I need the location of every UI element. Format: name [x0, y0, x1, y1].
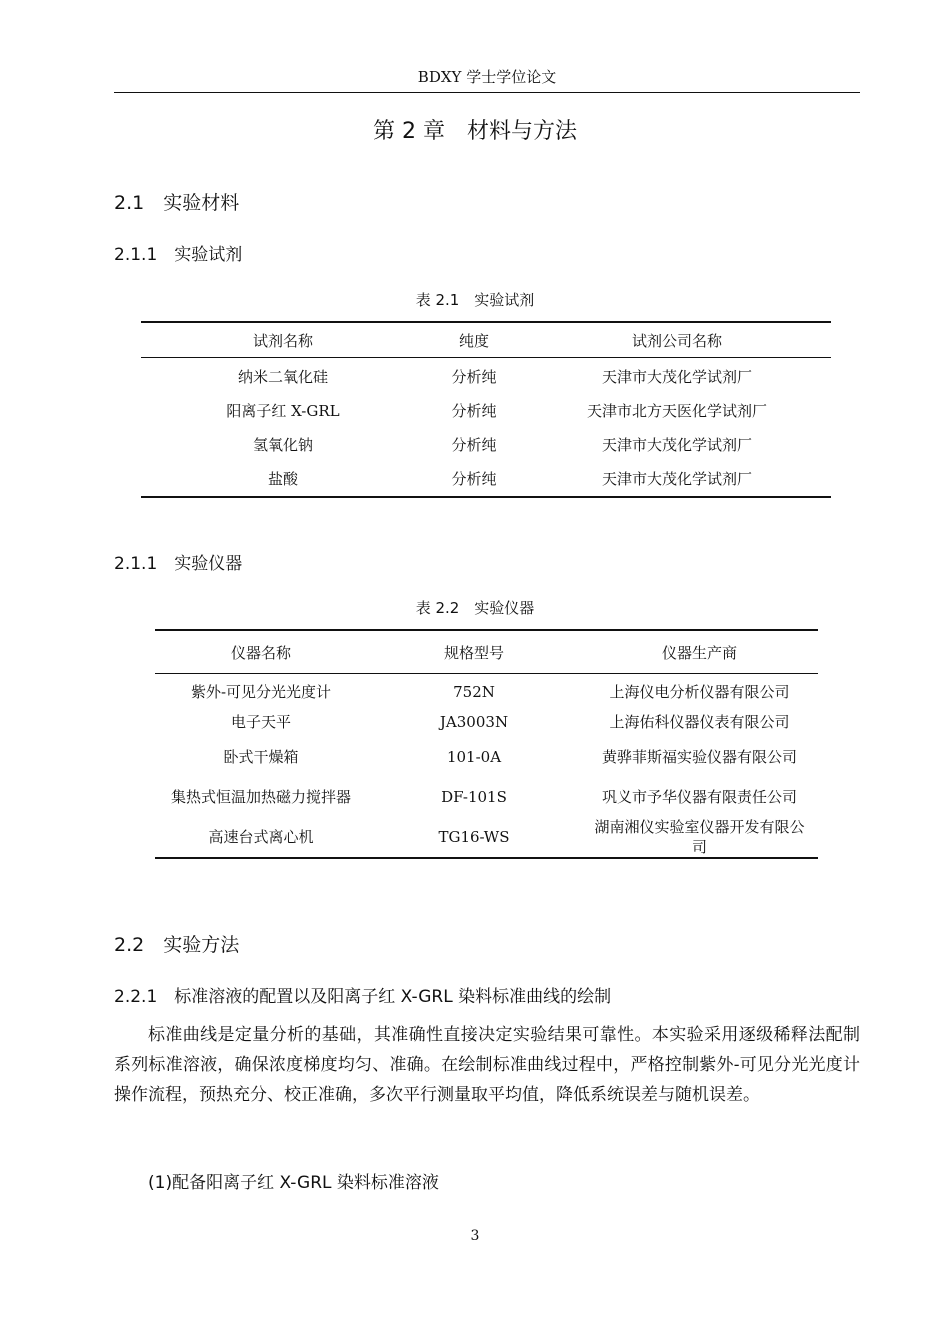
table-cell: 101-0A: [446, 748, 502, 766]
column-header: 仪器生产商: [661, 643, 737, 662]
column-header: 试剂名称: [252, 331, 313, 350]
table-cell: 高速台式离心机: [208, 828, 314, 846]
table-row: [155, 737, 818, 777]
table-cell: 集热式恒温加热磁力搅拌器: [170, 788, 351, 806]
table-row: [155, 707, 818, 737]
table-cell: JA3003N: [439, 713, 509, 731]
step-heading: (1)配备阳离子红 X-GRL 染料标准溶液: [148, 1173, 439, 1193]
column-header: 规格型号: [443, 643, 504, 662]
table-1-caption: 表 2.1 实验试剂: [415, 291, 535, 309]
table-cell: 纳米二氧化硅: [237, 368, 328, 386]
table-cell: 分析纯: [451, 368, 497, 386]
table-cell: 上海佑科仪器仪表有限公司: [609, 713, 790, 731]
table-cell: 天津市大茂化学试剂厂: [601, 436, 752, 454]
table-cell: DF-101S: [441, 788, 507, 806]
section-heading-2-2: 2.2 实验方法: [114, 934, 240, 956]
table-cell: 盐酸: [267, 470, 298, 488]
table-row: [155, 817, 818, 858]
table-row: [141, 394, 831, 428]
table-cell: 天津市大茂化学试剂厂: [601, 368, 752, 386]
column-header: 仪器名称: [230, 643, 291, 662]
table-cell: 巩义市予华仪器有限责任公司: [601, 788, 797, 806]
table-cell: TG16-WS: [438, 828, 510, 846]
subsection-heading-instruments: 2.1.1 实验仪器: [114, 554, 243, 574]
column-header: 试剂公司名称: [631, 331, 722, 350]
header-rule: [114, 92, 860, 93]
table-row: [155, 674, 818, 708]
subsection-heading-2-2-1: 2.2.1 标准溶液的配置以及阳离子红 X-GRL 染料标准曲线的绘制: [114, 987, 612, 1007]
running-header: BDXY 学士学位论文: [417, 68, 557, 86]
table-cell: 天津市北方天医化学试剂厂: [586, 402, 767, 420]
chapter-title: 第 2 章 材料与方法: [373, 119, 577, 144]
table-row: [141, 358, 831, 395]
subsection-heading-reagents: 2.1.1 实验试剂: [114, 245, 243, 265]
table-cell: 分析纯: [451, 436, 497, 454]
section-heading-2-1: 2.1 实验材料: [114, 192, 240, 214]
table-cell: 阳离子红 X-GRL: [226, 402, 340, 420]
table-cell: 湖南湘仪实验室仪器开发有限公司: [594, 818, 805, 856]
body-paragraph: 标准曲线是定量分析的基础，其准确性直接决定实验结果可靠性。本实验采用逐级稀释法配制系列标准溶液，确保浓度梯度均匀、准确。在绘制标准曲线过程中，严格控制紫外-可见分光光度计操作流程，预热充分、校正准确，多次平行测量取平均值，降低系统误差与随机误差。: [114, 1025, 860, 1105]
table-header-row: [141, 322, 831, 358]
column-header: 纯度: [458, 331, 489, 350]
table-cell: 752N: [453, 683, 495, 701]
table-cell: 电子天平: [230, 713, 291, 731]
table-cell: 上海仪电分析仪器有限公司: [609, 683, 790, 701]
table-cell: 黄骅菲斯福实验仪器有限公司: [601, 748, 797, 766]
reagents-table: [141, 321, 831, 498]
table-row: [155, 777, 818, 817]
table-row: [141, 428, 831, 462]
instruments-table: [155, 629, 818, 859]
table-header-row: [155, 630, 818, 674]
table-cell: 紫外-可见分光光度计: [190, 683, 332, 701]
table-cell: 氢氧化钠: [252, 436, 313, 454]
table-cell: 卧式干燥箱: [223, 748, 299, 766]
page-number: 3: [470, 1228, 480, 1244]
table-cell: 天津市大茂化学试剂厂: [601, 470, 752, 488]
table-cell: 分析纯: [451, 470, 497, 488]
table-row: [141, 462, 831, 497]
table-cell: 分析纯: [451, 402, 497, 420]
table-2-caption: 表 2.2 实验仪器: [415, 599, 535, 617]
